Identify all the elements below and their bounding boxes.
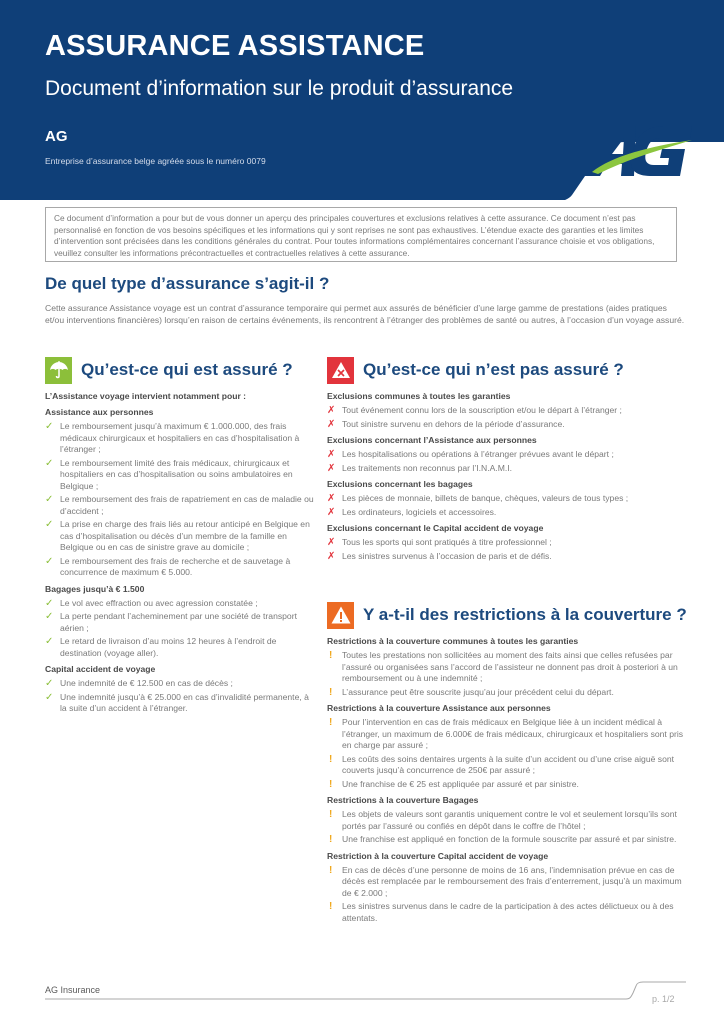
covered-intro: L’Assistance voyage intervient notamment pour : [45, 391, 247, 401]
group-heading: Restrictions à la couverture communes à toutes les garanties [327, 636, 579, 646]
exclamation-icon: ! [329, 686, 333, 698]
list-item: ! Pour l’intervention en cas de frais médicaux en Belgique liée à un incident médical à l’étranger, un maximum de 6.000€ de frais médicaux, chirurgicaux et hospitaliers sont pris en charge par assuré ; [329, 717, 684, 750]
check-icon: ✓ [45, 421, 54, 432]
check-icon: ✓ [45, 597, 54, 609]
list-item: ✗ Les sinistres survenus à l’occasion de paris et de défis. [327, 550, 552, 562]
cross-icon: ✗ [327, 537, 336, 548]
page-number: p. 1/2 [652, 994, 675, 1004]
group-heading: Restrictions à la couverture Assistance aux personnes [327, 703, 551, 713]
cross-icon: ✗ [327, 418, 336, 430]
list-item: ✓ Le remboursement limité des frais médicaux, chirurgicaux et hospitaliers en cas d’hospitalisation ou soins ambulatoires en Belgique ; [45, 457, 293, 491]
intro-disclaimer-box: Ce document d’information a pour but de vous donner un aperçu des principales couvertures et exclusions relatives à cette assurance. Ce document n’est pas personnalisé en fonction de vos besoins spécifiques et les informations qui y sont reprises ne sont pas exhaustives. L’étendue exacte des garanties et les limites d’intervention sont précisées dans les conditions générales du contrat. Pour toutes informations complémentaires concernant l’assurance choisie et vos obligations, veuillez consulter les informations précontractuelles et contractuelles relatives à cette assurance. [45, 207, 677, 262]
restrictions-heading: Y a-t-il des restrictions à la couverture ? [363, 605, 687, 624]
company-name: AG [45, 128, 68, 145]
footer-divider [0, 980, 724, 1010]
list-item: ✓ Une indemnité de € 12.500 en cas de décès ; [45, 678, 233, 689]
exclamation-icon: ! [329, 778, 333, 790]
list-item: ! Toutes les prestations non sollicitées au moment des faits ainsi que celles refusées par l’assuré ou organisées sans l’accord de l’assisteur ne donnent pas droit à posteriori à un remboursement ou à une indemnité ; [329, 650, 678, 683]
cross-icon: ✗ [327, 449, 336, 460]
list-item: ✓ Le remboursement jusqu’à maximum € 1.000.000, des frais médicaux chirurgicaux et hospitaliers en cas d’hospitalisation à l’étranger ; [45, 421, 300, 454]
list-item: ✗ Tout sinistre survenu en dehors de la période d’assurance. [327, 418, 565, 430]
check-icon: ✓ [45, 519, 54, 530]
group-heading: Exclusions concernant l’Assistance aux personnes [327, 435, 537, 445]
group-heading: Bagages jusqu’à € 1.500 [45, 583, 145, 594]
list-item: ✓ Le remboursement des frais de rapatriement en cas de maladie ou d’accident ; [45, 494, 314, 516]
cross-icon: ✗ [327, 405, 336, 416]
ag-logo-icon [580, 118, 700, 178]
check-icon: ✓ [45, 457, 54, 469]
list-item: ✗ Les pièces de monnaie, billets de banque, chèques, valeurs de tous types ; [327, 493, 629, 504]
registration-text: Entreprise d’assurance belge agréée sous le numéro 0079 [45, 156, 266, 166]
cross-icon: ✗ [327, 462, 336, 474]
list-item: ✗ Les ordinateurs, logiciels et accessoires. [327, 506, 497, 518]
group-heading: Exclusions concernant les bagages [327, 479, 473, 489]
check-icon: ✓ [45, 555, 54, 567]
not-covered-section [327, 355, 687, 564]
list-item: ! Les objets de valeurs sont garantis uniquement contre le vol et seulement lorsqu’ils sont portés par l’assuré ou confiés en dépôt dans le coffre de l’hôtel ; [329, 809, 677, 831]
group-heading: Restrictions à la couverture Bagages [327, 795, 479, 805]
list-item: ! Une franchise est appliqué en fonction de la formule souscrite par assuré et par sinistre. [329, 834, 677, 845]
list-item: ✗ Les traitements non reconnus par l’I.N.A.M.I. [327, 462, 513, 474]
covered-section [45, 355, 315, 717]
group-heading: Exclusions concernant le Capital accident de voyage [327, 523, 544, 533]
insurance-type-description: Cette assurance Assistance voyage est un contrat d’assurance temporaire qui permet aux assurés de bénéficier d’une large gamme de prestations (aides pratiques et/ou interventions financières) lorsqu’en raison de certains événements, ils rencontrent à l’étranger des problèmes de santé ou autres, à l’occasion d’un voyage assuré. [45, 303, 685, 325]
document-subtitle: Document d’information sur le produit d’assurance [45, 77, 514, 100]
check-icon: ✓ [45, 691, 54, 703]
cross-icon: ✗ [327, 550, 336, 562]
exclamation-icon: ! [329, 809, 333, 820]
check-icon: ✓ [45, 636, 54, 647]
exclamation-icon: ! [329, 834, 333, 845]
list-item: ✗ Les hospitalisations ou opérations à l’étranger prévues avant le départ ; [327, 449, 614, 460]
list-item: ✗ Tout événement connu lors de la souscription et/ou le départ à l’étranger ; [327, 405, 622, 416]
list-item: ! L’assurance peut être souscrite jusqu’au jour précédent celui du départ. [329, 686, 614, 698]
insurance-type-heading: De quel type d’assurance s’agit-il ? [45, 274, 330, 293]
exclamation-icon: ! [329, 717, 333, 728]
exclamation-icon: ! [329, 864, 333, 876]
exclamation-icon: ! [329, 650, 333, 661]
restrictions-section [327, 600, 687, 926]
list-item: ✓ Le retard de livraison d’au moins 12 heures à l’endroit de destination (voyage aller). [45, 636, 277, 658]
list-item: ✓ La perte pendant l’acheminement par une société de transport aérien ; [45, 611, 297, 633]
group-heading: Capital accident de voyage [45, 664, 156, 674]
warning-exclamation-icon [327, 602, 354, 629]
covered-heading: Qu’est-ce qui est assuré ? [81, 360, 293, 379]
list-item: ! En cas de décès d’une personne de moins de 16 ans, l’indemnisation prévue en cas de décès est remplacée par le remboursement des frais d’enterrement, jusqu’à un maximum de € 2.000 ; [329, 864, 682, 898]
cross-icon: ✗ [327, 493, 336, 504]
cross-icon: ✗ [327, 506, 336, 518]
list-item: ✓ Une indemnité jusqu’à € 25.000 en cas d’invalidité permanente, à la suite d’un accident à l’étranger. [45, 691, 309, 713]
check-icon: ✓ [45, 678, 54, 689]
list-item: ! Les coûts des soins dentaires urgents à la suite d’un accident ou d’une crise aiguë sont couverts jusqu’à concurrence de 250€ par assuré ; [329, 753, 675, 775]
not-covered-heading: Qu’est-ce qui n’est pas assuré ? [363, 360, 624, 379]
list-item: ✗ Tous les sports qui sont pratiqués à titre professionnel ; [327, 537, 552, 548]
exclamation-icon: ! [329, 753, 333, 765]
header-banner [0, 0, 724, 200]
warning-cross-icon [327, 357, 354, 384]
group-heading: Restriction à la couverture Capital accident de voyage [327, 850, 549, 861]
group-heading: Assistance aux personnes [45, 407, 154, 417]
footer-company: AG Insurance [45, 985, 101, 995]
list-item: ! Une franchise de € 25 est appliquée par assuré et par sinistre. [329, 778, 579, 790]
umbrella-icon [45, 357, 72, 384]
document-title: ASSURANCE ASSISTANCE [45, 30, 425, 62]
list-item: ! Les sinistres survenus dans le cadre de la participation à des actes délictueux ou à des attentats. [329, 901, 674, 923]
group-heading: Exclusions communes à toutes les garanties [327, 391, 511, 401]
list-item: ✓ Le remboursement des frais de recherche et de sauvetage à concurrence de maximum € 5.000. [45, 555, 291, 577]
check-icon: ✓ [45, 611, 54, 622]
list-item: ✓ La prise en charge des frais liés au retour anticipé en Belgique en cas d’hospitalisation ou décès d’un membre de la famille en Belgique ou en cas de sinistre grave au domicile ; [45, 519, 310, 552]
check-icon: ✓ [45, 494, 54, 505]
list-item: ✓ Le vol avec effraction ou avec agression constatée ; [45, 597, 258, 609]
exclamation-icon: ! [329, 901, 333, 912]
